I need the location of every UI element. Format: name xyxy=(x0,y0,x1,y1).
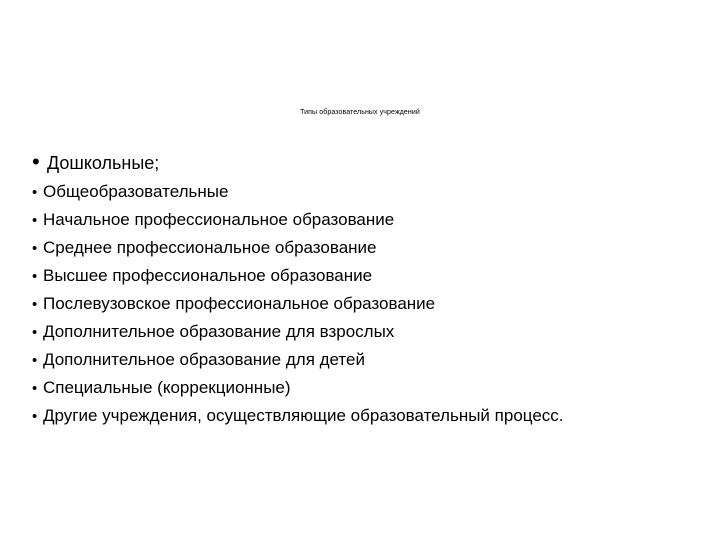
bullet-icon: • xyxy=(32,149,40,174)
list-item xyxy=(32,318,712,346)
bullet-icon: • xyxy=(32,324,38,341)
bullet-icon: • xyxy=(32,212,38,229)
list-item xyxy=(32,206,712,234)
bullet-icon: • xyxy=(32,408,38,425)
list-item-text: Дополнительное образование для детей xyxy=(43,350,365,369)
bullet-icon: • xyxy=(32,240,38,257)
list-item xyxy=(32,346,712,374)
list-item xyxy=(32,178,712,206)
bullet-icon: • xyxy=(32,380,38,397)
list-item xyxy=(32,262,712,290)
list-item-text: Послевузовское профессиональное образование xyxy=(43,294,436,313)
list-item-text: Общеобразовательные xyxy=(43,182,229,201)
list-item xyxy=(32,374,712,402)
list-item-text: Другие учреждения, осуществляющие образовательный процесс. xyxy=(43,406,564,425)
list-item xyxy=(32,290,712,318)
list-item-text: Высшее профессиональное образование xyxy=(43,266,373,285)
list-item-text: Специальные (коррекционные) xyxy=(43,378,291,397)
bullet-icon: • xyxy=(32,296,38,313)
list-item-text: Дополнительное образование для взрослых xyxy=(43,322,395,341)
list-item-text: Дошкольные; xyxy=(47,153,160,173)
slide-title: Типы образовательных учреждений xyxy=(300,109,420,116)
list-item xyxy=(32,234,712,262)
bullet-icon: • xyxy=(32,352,38,369)
list-item xyxy=(32,147,712,178)
bullet-icon: • xyxy=(32,268,38,285)
list-item-text: Начальное профессиональное образование xyxy=(43,210,395,229)
bullet-icon: • xyxy=(32,184,38,201)
bullet-list xyxy=(32,147,712,430)
list-item xyxy=(32,402,712,430)
list-item-text: Среднее профессиональное образование xyxy=(43,238,377,257)
